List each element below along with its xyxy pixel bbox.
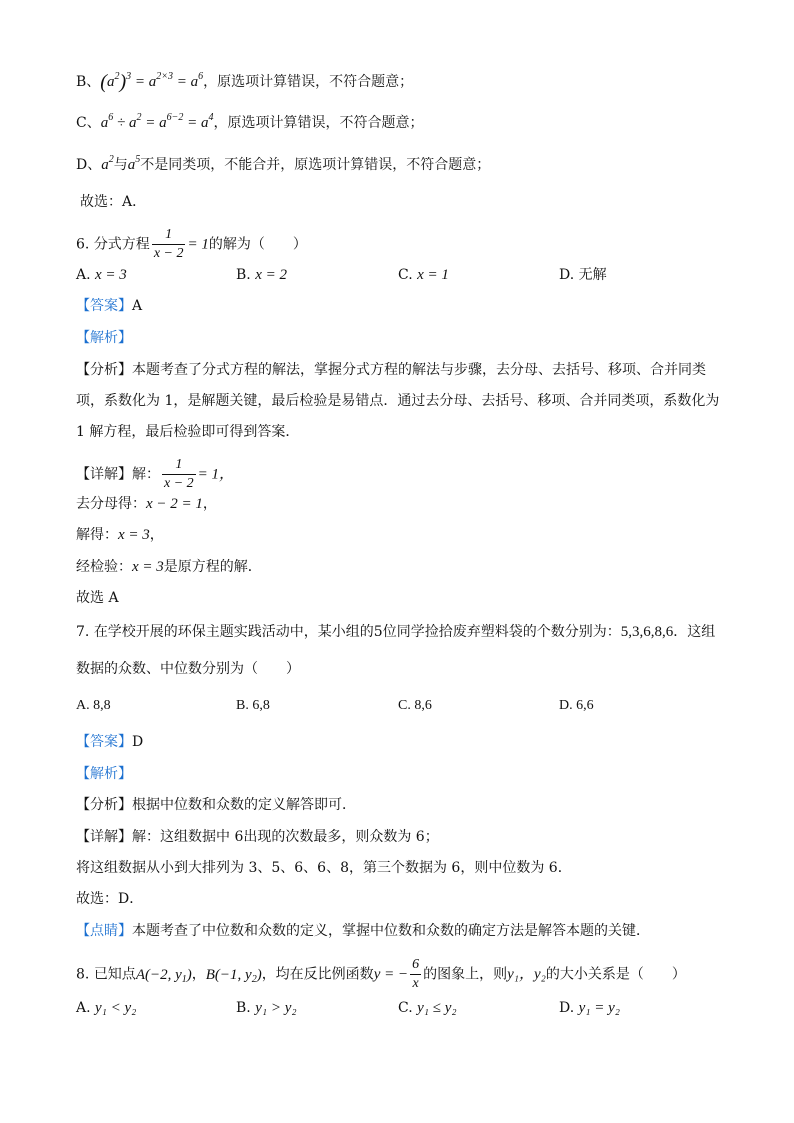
q8-option-d-label: D.	[559, 1000, 575, 1016]
q6-option-d[interactable]	[559, 265, 607, 285]
q6-frac-den: x − 2	[153, 246, 184, 261]
q7-fenxi	[76, 795, 356, 815]
q6-fenxi-line-3: 1 解方程，最后检验即可得到答案．	[76, 424, 300, 440]
q5-c-label: C、	[76, 115, 101, 131]
q6-option-d-value: 无解	[578, 267, 607, 283]
q6-option-a-label: A.	[76, 267, 91, 283]
q6-number: 6.	[76, 236, 90, 253]
q8-option-c-value: y₁ ≤ y₂	[417, 1000, 457, 1016]
q8-option-a-value: y₁ < y₂	[95, 1000, 137, 1016]
q6-detail-frac-den: x − 2	[164, 476, 194, 491]
q6-step-2-post: ，	[149, 527, 164, 543]
q6-answer-value: A	[132, 298, 143, 314]
q8-frac-num: 6	[412, 957, 420, 972]
q6-analysis-label: 【解析】	[76, 330, 132, 346]
q7-stem-line-1	[76, 622, 715, 642]
q7-number: 7.	[76, 624, 90, 640]
q7-analysis-label: 【解析】	[76, 766, 132, 782]
q6-fenxi-line-1	[76, 360, 706, 380]
q6-stem	[76, 226, 307, 263]
q7-option-a-value: 8,8	[93, 698, 111, 713]
q6-option-a[interactable]	[76, 265, 127, 285]
q6-stem-pre: 分式方程	[93, 236, 150, 253]
q7-option-c-label: C.	[398, 698, 411, 713]
q7-data-values: 5,3,6,8,6	[620, 624, 674, 640]
q8-point-b: B(−1, $y_2$)	[205, 966, 262, 985]
q8-option-d-value: y₁ = y₂	[578, 1000, 621, 1016]
q8-point-a: A(−2, $y_1$)	[135, 966, 192, 985]
q5-d-mid: 与	[113, 157, 128, 173]
q6-detail	[76, 456, 234, 493]
q6-step-2-eq: x = 3	[118, 527, 150, 543]
q6-option-c[interactable]	[398, 265, 449, 285]
q7-detail-tag: 【详解】	[76, 829, 132, 845]
q6-step-1-pre: 去分母得：	[76, 496, 146, 512]
q7-answer-value: D	[132, 734, 144, 750]
q8-stem-post: 的图象上，则	[423, 966, 508, 983]
q6-stem-post: 的解为（ ）	[208, 236, 307, 253]
q7-fenxi-text: 根据中位数和众数的定义解答即可．	[132, 797, 356, 813]
q7-detail-line-2: 将这组数据从小到大排列为 3、5、6、6、8，第三个数据为 6，则中位数为 6．	[76, 860, 572, 876]
q8-stem	[76, 956, 686, 993]
q8-func-pre: y = −	[373, 966, 409, 983]
q7-answer-tag: 【答案】	[76, 734, 132, 750]
q8-fraction	[410, 956, 421, 993]
q6-detail-tag: 【详解】	[76, 466, 132, 483]
q6-analysis-tag	[76, 328, 132, 348]
q6-detail-frac-num: 1	[175, 457, 183, 472]
q6-option-d-label: D.	[559, 267, 575, 283]
q8-option-a[interactable]	[76, 998, 136, 1018]
q7-dianjing	[76, 921, 650, 941]
q6-option-c-value: x = 1	[417, 267, 449, 283]
q6-step-2-pre: 解得：	[76, 527, 118, 543]
q5-option-b	[76, 72, 413, 92]
q5-d-label: D、	[76, 157, 102, 173]
q6-detail-fraction	[162, 456, 196, 493]
q8-frac-den: x	[410, 974, 421, 993]
q5-option-d	[76, 155, 490, 175]
q8-option-b[interactable]	[236, 998, 297, 1018]
q6-answer-tag: 【答案】	[76, 298, 132, 314]
q8-stem-end: 的大小关系是（ ）	[545, 966, 686, 983]
q8-option-a-label: A.	[76, 1000, 91, 1016]
q6-option-c-label: C.	[398, 267, 413, 283]
q7-dianjing-text: 本题考查了中位数和众数的定义，掌握中位数和众数的确定方法是解答本题的关键．	[132, 923, 650, 939]
q7-analysis-tag	[76, 764, 132, 784]
q7-option-d-label: D.	[559, 698, 573, 713]
q8-stem-pre: 已知点	[93, 966, 136, 983]
q6-fenxi-line-2: 项，系数化为 1，是解题关键，最后检验是易错点．通过去分母、去括号、移项、合并同类项，系数化为	[76, 393, 720, 409]
q7-option-d[interactable]	[559, 696, 594, 716]
q7-stem-line-2: 数据的众数、中位数分别为（ ）	[76, 661, 300, 677]
q7-fenxi-tag: 【分析】	[76, 797, 132, 813]
q7-option-d-value: 6,6	[576, 698, 594, 713]
q6-answer	[76, 296, 142, 316]
q7-option-c-value: 8,6	[414, 698, 432, 713]
q5-conclusion: 故选：A．	[80, 194, 147, 210]
q7-option-a-label: A.	[76, 698, 90, 713]
q5-option-c	[76, 113, 423, 133]
q8-stem-mid: ，均在反比例函数	[261, 966, 374, 983]
q6-frac-num: 1	[165, 227, 173, 242]
q6-detail-eq-tail: = 1，	[197, 466, 235, 483]
q6-step-2	[76, 525, 164, 545]
q5-c-formula: $a^6 \div a^2 = a^{6-2} = a^4$	[100, 112, 214, 131]
q7-answer	[76, 732, 143, 752]
q6-step-1-eq: x − 2 = 1	[146, 496, 203, 512]
q8-sep: ，	[191, 966, 206, 983]
q5-d-formula-1: $a^2$	[101, 154, 114, 173]
q8-point-b-text: B(−1, y	[205, 966, 252, 983]
q6-option-a-value: x = 3	[95, 267, 127, 283]
q6-option-b-value: x = 2	[255, 267, 287, 283]
q8-point-a-text: A(−2, y	[135, 966, 182, 983]
q8-option-c-label: C.	[398, 1000, 413, 1016]
q6-option-b-label: B.	[236, 267, 251, 283]
q7-conclusion: 故选：D．	[76, 891, 144, 907]
q7-detail-text-1: 解：这组数据中 6出现的次数最多，则众数为 6；	[132, 829, 439, 845]
q8-option-c[interactable]	[398, 998, 457, 1018]
q6-step-1	[76, 494, 217, 514]
q7-option-a[interactable]	[76, 696, 111, 716]
q7-option-b-label: B.	[236, 698, 249, 713]
q5-c-text: ，原选项计算错误，不符合题意；	[213, 115, 424, 131]
q5-b-label: B、	[76, 74, 101, 90]
q8-option-b-label: B.	[236, 1000, 251, 1016]
q6-detail-pre: 解：	[132, 466, 160, 483]
q6-step-3-post: 是原方程的解．	[163, 559, 262, 575]
q6-step-3-eq: x = 3	[132, 559, 164, 575]
q5-b-formula: $(a^2)^3 = a^{2\times 3} = a^6$	[100, 71, 204, 93]
q5-d-formula-2: $a^5$	[127, 154, 141, 173]
q7-option-b[interactable]	[236, 696, 270, 716]
q6-fenxi-tag: 【分析】	[76, 362, 132, 378]
q6-eq-tail: = 1	[187, 236, 209, 253]
q7-stem-text-1: 在学校开展的环保主题实践活动中，某小组的5位同学捡拾废弃塑料袋的个数分别为：	[93, 624, 621, 640]
q7-option-c[interactable]	[398, 696, 432, 716]
q6-conclusion: 故选 A	[76, 590, 119, 606]
q7-option-b-value: 6,8	[252, 698, 270, 713]
q6-step-3	[76, 557, 262, 577]
q6-step-3-pre: 经检验：	[76, 559, 132, 575]
q7-detail-line-1	[76, 827, 439, 847]
q8-option-d[interactable]	[559, 998, 620, 1018]
q5-d-text: 不是同类项，不能合并，原选项计算错误，不符合题意；	[140, 157, 491, 173]
q7-dianjing-tag: 【点睛】	[76, 923, 132, 939]
q6-step-1-post: ，	[202, 496, 217, 512]
q8-vars: y₁，y₂	[507, 966, 546, 983]
q8-number: 8.	[76, 966, 90, 983]
q6-option-b[interactable]	[236, 265, 287, 285]
q8-option-b-value: y₁ > y₂	[255, 1000, 297, 1016]
q7-stem-end-1: ．这组	[673, 624, 716, 640]
q6-fraction	[152, 226, 186, 263]
q6-fenxi-text-1: 本题考查了分式方程的解法，掌握分式方程的解法与步骤，去分母、去括号、移项、合并同类	[132, 362, 706, 378]
q5-b-text: ，原选项计算错误，不符合题意；	[203, 74, 414, 90]
